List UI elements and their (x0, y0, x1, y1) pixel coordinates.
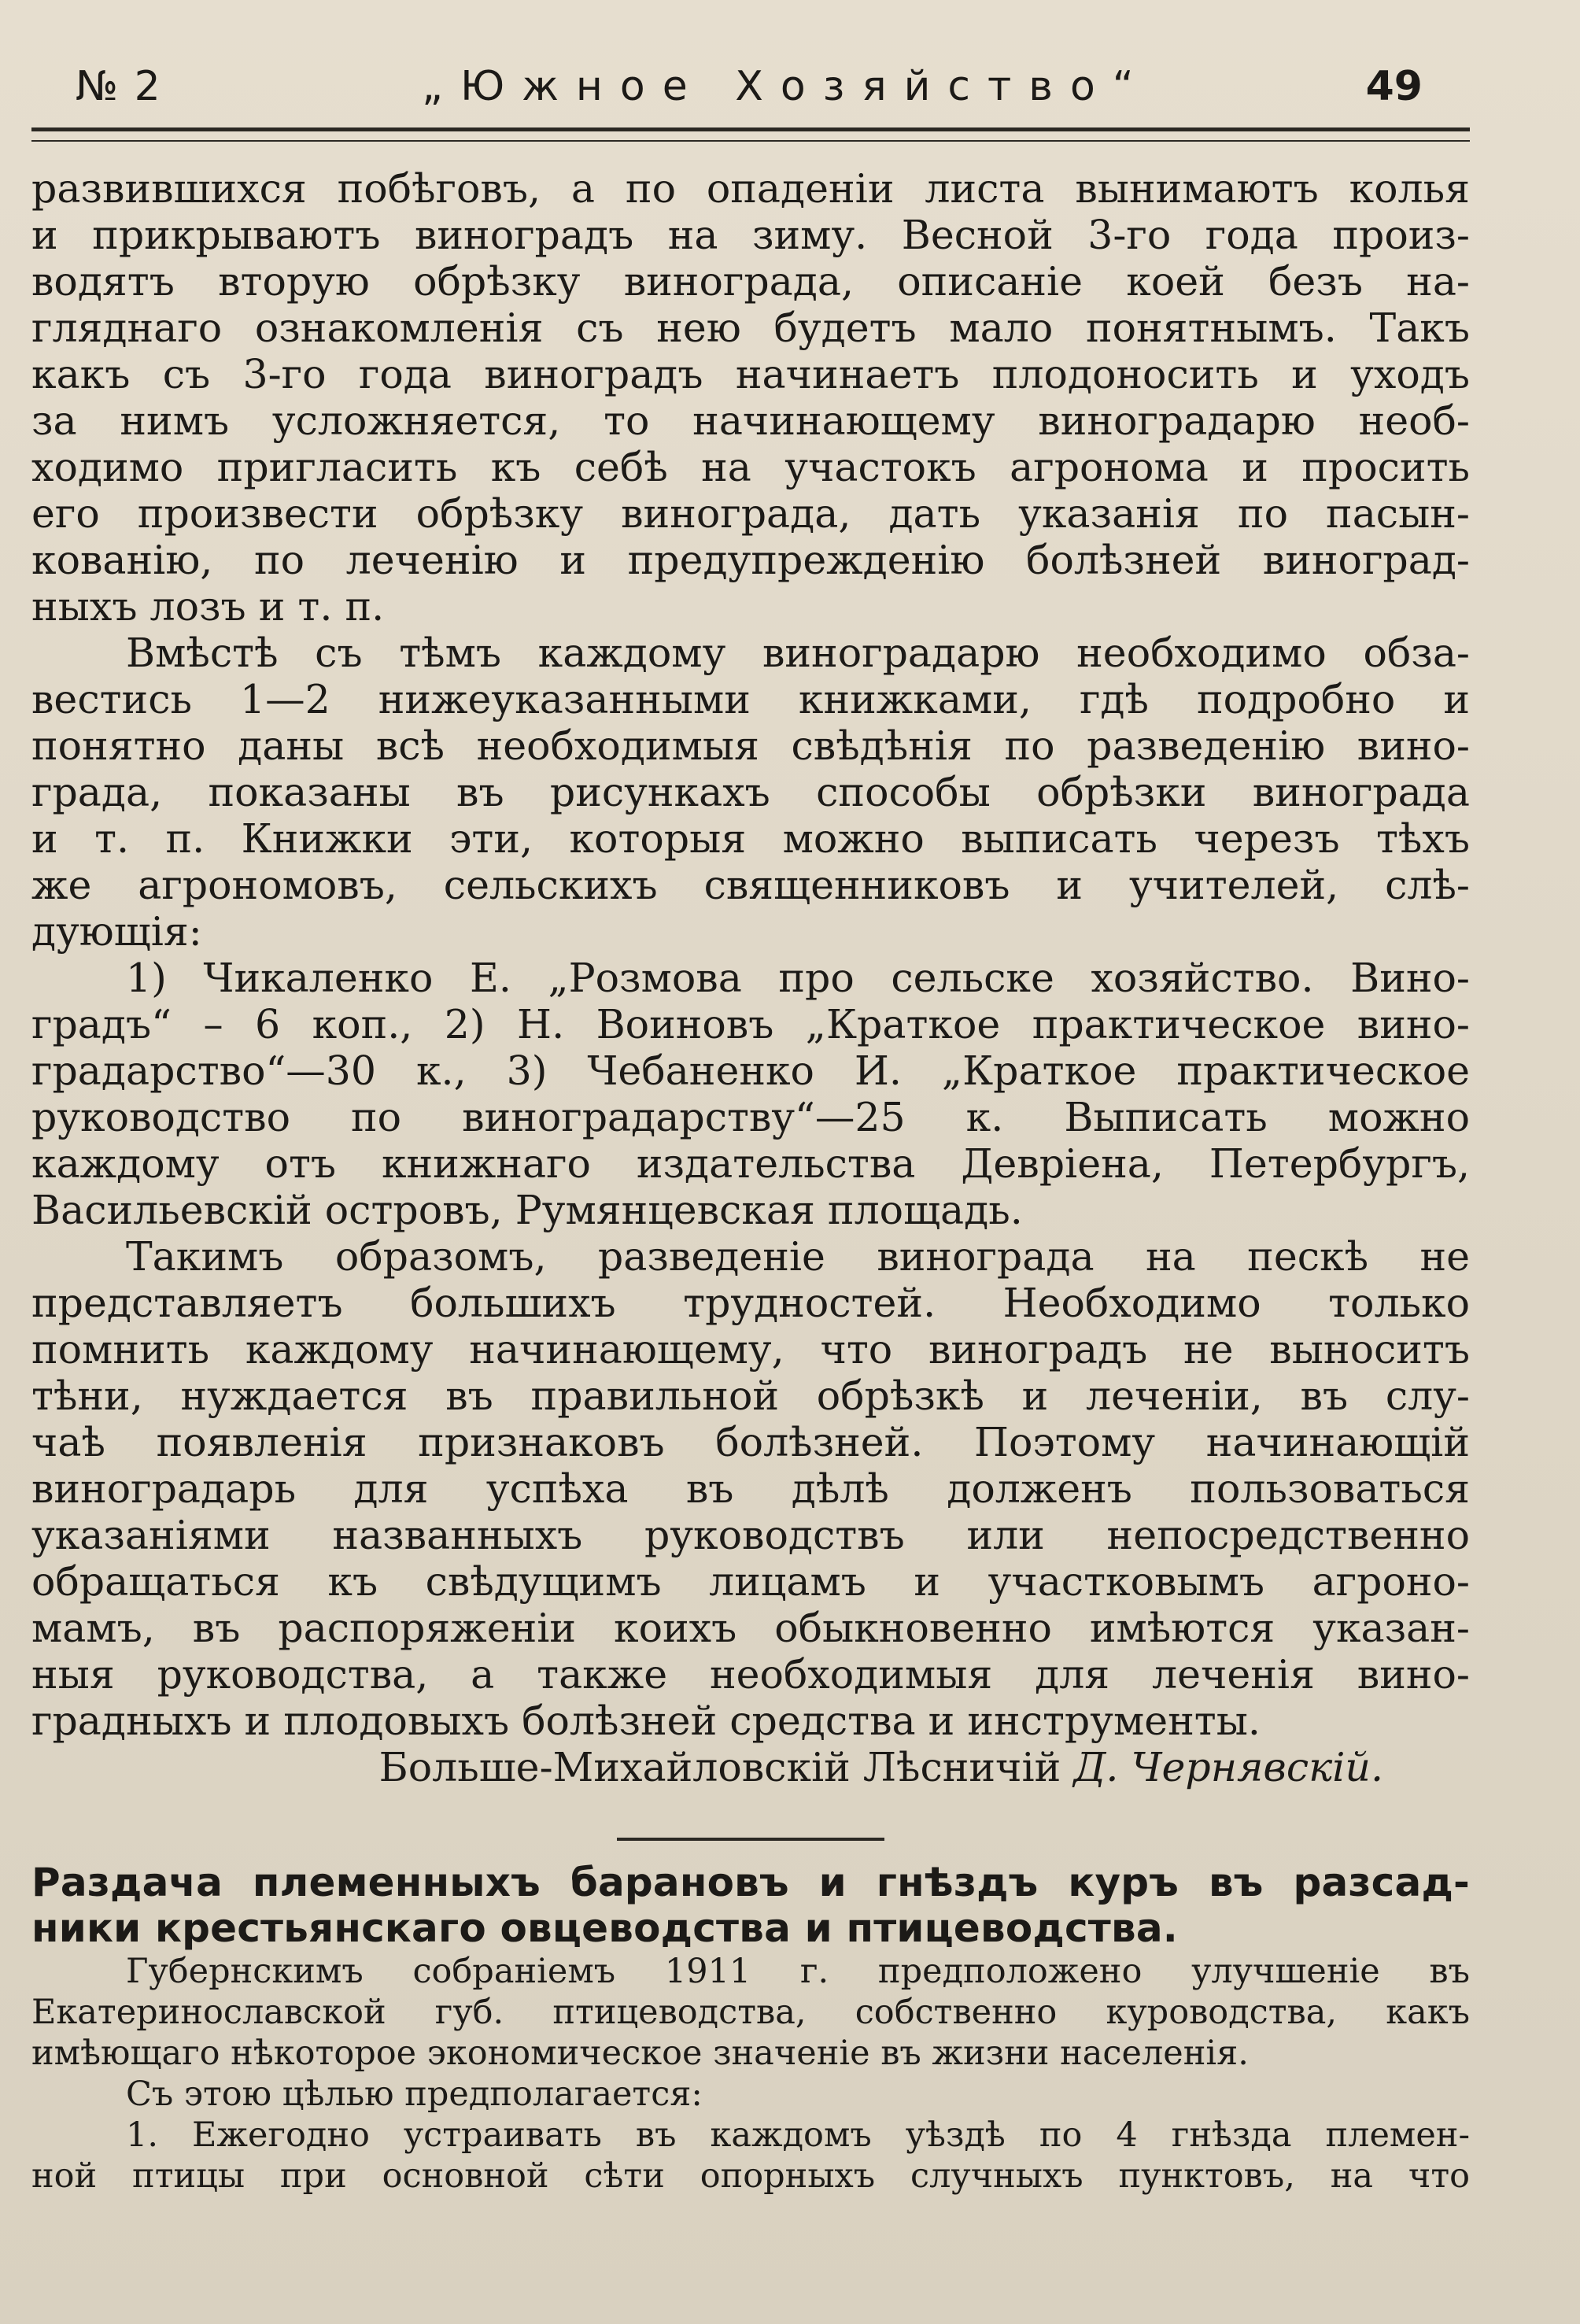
text-line: Такимъ образомъ, разведеніе винограда на пескѣ не (126, 1233, 1470, 1280)
text-line: Васильевскій островъ, Румянцевская площадь. (31, 1187, 1023, 1233)
text-line: чаѣ появленія признаковъ болѣзней. Поэтому начинающій (31, 1419, 1470, 1465)
text-line: ной птицы при основной сѣти опорныхъ случныхъ пунктовъ, на что (31, 2156, 1470, 2196)
text-line: указаніями названныхъ руководствъ или непосредственно (31, 1512, 1470, 1558)
text-line: тѣни, нуждается въ правильной обрѣзкѣ и леченіи, въ слу- (31, 1373, 1470, 1419)
section-divider (617, 1838, 884, 1841)
text-line: вестись 1—2 нижеуказанными книжками, гдѣ подробно и (31, 676, 1470, 722)
text-line: и прикрываютъ виноградъ на зиму. Весной 3-го года произ- (31, 212, 1470, 258)
text-line: его произвести обрѣзку винограда, дать указанія по пасын- (31, 490, 1470, 537)
page-number: 49 (1365, 63, 1423, 110)
text-line: имѣющаго нѣкоторое экономическое значеніе въ жизни населенія. (31, 2034, 1249, 2073)
text-line: за нимъ усложняется, то начинающему виноградарю необ- (31, 397, 1470, 444)
text-line: Съ этою цѣлью предполагается: (126, 2075, 703, 2114)
issue-number: № 2 (76, 63, 162, 110)
signature-place: Больше-Михайловскій Лѣсничій (378, 1744, 1061, 1790)
text-line: 1. Ежегодно устраивать въ каждомъ уѣздѣ по 4 гнѣзда племен- (126, 2115, 1470, 2155)
text-line: ныя руководства, а также необходимыя для леченія вино- (31, 1651, 1470, 1698)
text-line: Екатеринославской губ. птицеводства, собственно куроводства, какъ (31, 1993, 1470, 2032)
text-line: ходимо пригласить къ себѣ на участокъ агронома и просить (31, 444, 1470, 490)
journal-title: „Южное Хозяйство“ (422, 63, 1151, 110)
author-signature (31, 1744, 1470, 1790)
text-line: представляетъ большихъ трудностей. Необходимо только (31, 1280, 1470, 1326)
text-line: виноградарь для успѣха въ дѣлѣ долженъ пользоваться (31, 1465, 1470, 1512)
text-line: града, показаны въ рисункахъ способы обрѣзки винограда (31, 769, 1470, 815)
text-line: гляднаго ознакомленія съ нею будетъ мало понятнымъ. Такъ (31, 305, 1470, 351)
section-heading (31, 1860, 1470, 1951)
text-line: градныхъ и плодовыхъ болѣзней средства и инструменты. (31, 1698, 1261, 1744)
book-list (31, 955, 1470, 1233)
text-line: дующія: (31, 908, 202, 955)
header-rule-thin (31, 140, 1470, 142)
text-line: 1) Чикаленко Е. „Розмова про сельске хозяйство. Вино- (126, 955, 1470, 1001)
text-line: ныхъ лозъ и т. п. (31, 583, 385, 630)
running-header (76, 58, 1423, 129)
text-line: градъ“ – 6 коп., 2) Н. Воиновъ „Краткое практическое вино- (31, 1001, 1470, 1047)
text-line: и т. п. Книжки эти, которыя можно выписать черезъ тѣхъ (31, 815, 1470, 862)
article-body (31, 165, 1470, 2197)
text-line: кованію, по леченію и предупрежденію болѣзней виноград- (31, 537, 1470, 583)
text-line: же агрономовъ, сельскихъ священниковъ и учителей, слѣ- (31, 862, 1470, 908)
text-line: мамъ, въ распоряженіи коихъ обыкновенно имѣются указан- (31, 1605, 1470, 1651)
paragraph-conclusion (31, 1233, 1470, 1744)
text-line: помнить каждому начинающему, что виноградъ не выноситъ (31, 1326, 1470, 1373)
text-line: какъ съ 3-го года виноградъ начинаетъ плодоносить и уходъ (31, 351, 1470, 397)
text-line: каждому отъ книжнаго издательства Девріена, Петербургъ, (31, 1140, 1470, 1187)
text-line: понятно даны всѣ необходимыя свѣдѣнія по разведенію вино- (31, 722, 1470, 769)
text-line: обращаться къ свѣдущимъ лицамъ и участковымъ агроно- (31, 1558, 1470, 1605)
paragraph-continued (31, 165, 1470, 630)
text-line: Вмѣстѣ съ тѣмъ каждому виноградарю необходимо обза- (126, 630, 1470, 676)
section-body (31, 1951, 1470, 2197)
text-line: водятъ вторую обрѣзку винограда, описаніе коей безъ на- (31, 258, 1470, 305)
heading-line: Раздача племенныхъ барановъ и гнѣздъ куръ въ разсад- (31, 1860, 1470, 1905)
text-line: Губернскимъ собраніемъ 1911 г. предположено улучшеніе въ (126, 1952, 1470, 1991)
heading-line: ники крестьянскаго овцеводства и птицеводства. (31, 1905, 1178, 1951)
text-line: руководство по виноградарству“—25 к. Выписать можно (31, 1094, 1470, 1140)
text-line: градарство“—30 к., 3) Чебаненко И. „Краткое практическое (31, 1047, 1470, 1094)
header-rule-thick (31, 127, 1470, 131)
paragraph-books-intro (31, 630, 1470, 955)
text-line: развившихся побѣговъ, а по опаденіи листа вынимаютъ колья (31, 165, 1470, 212)
signature-name: Д. Чернявскій. (1073, 1744, 1383, 1790)
